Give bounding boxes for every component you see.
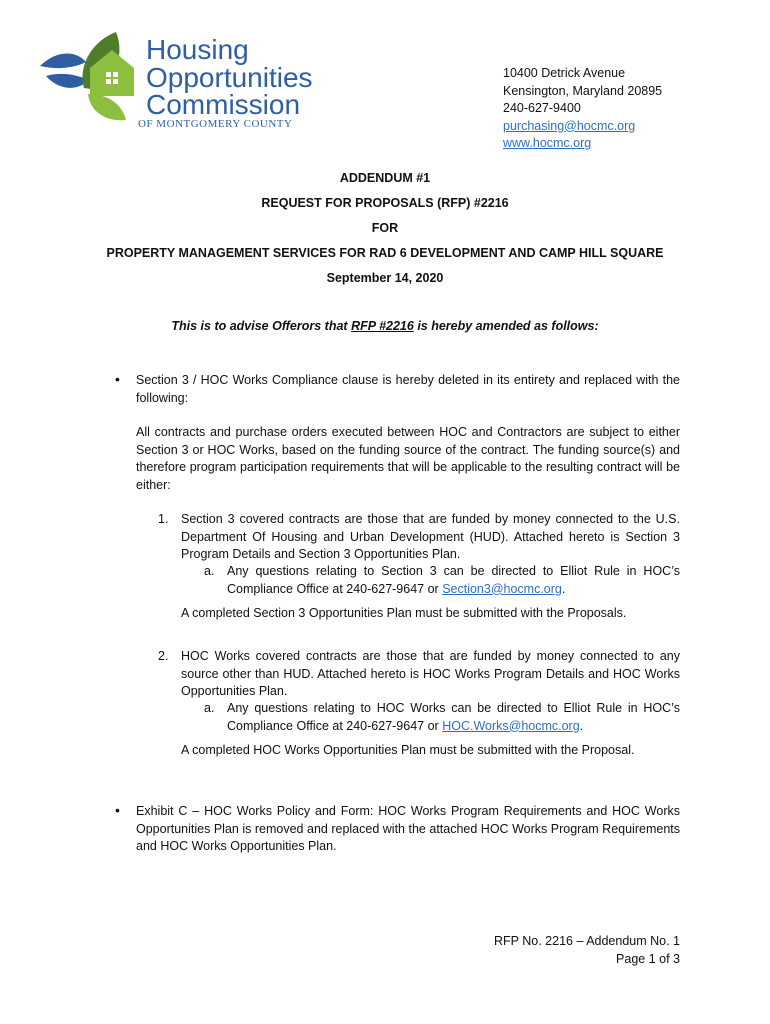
- advise-post: is hereby amended as follows:: [413, 319, 599, 333]
- page-footer: [494, 932, 680, 968]
- item1-text: Section 3 covered contracts are those that are funded by money connected to the U.S. Department Of Housing and Urban Development (HUD). Attached hereto is Section 3 Program Details and Section 3 Opportunities Plan.: [181, 512, 680, 561]
- address-block: [503, 65, 662, 153]
- logo-text-opportunities: Opportunities: [146, 62, 313, 93]
- website-link[interactable]: www.hocmc.org: [503, 136, 592, 150]
- project-title-heading: PROPERTY MANAGEMENT SERVICES FOR RAD 6 DEVELOPMENT AND CAMP HILL SQUARE: [106, 246, 664, 260]
- bullet-icon: •: [115, 802, 120, 818]
- logo-text-housing: Housing: [146, 34, 249, 65]
- logo-subtitle: OF MONTGOMERY COUNTY: [138, 118, 293, 130]
- item1a-body: Any questions relating to Section 3 can be directed to Elliot Rule in HOC’s Compliance Office at 240-627-9647 or: [227, 564, 680, 596]
- item2-note: A completed HOC Works Opportunities Plan must be submitted with the Proposal.: [181, 743, 635, 757]
- advise-ref: RFP #2216: [351, 319, 414, 333]
- date-heading: September 14, 2020: [326, 271, 444, 285]
- item1-number: 1.: [158, 512, 169, 526]
- logo-text-commission: Commission: [146, 89, 301, 120]
- section3-email-link[interactable]: Section3@hocmc.org: [442, 581, 562, 596]
- item1a-text: Any questions relating to Section 3 can be directed to Elliot Rule in HOC’s Compliance Office at 240-627-9647 or Section3@hocmc.org.: [227, 564, 680, 596]
- address-phone: 240-627-9400: [503, 101, 581, 115]
- item2-number: 2.: [158, 649, 169, 663]
- bullet1-text: Section 3 / HOC Works Compliance clause is hereby deleted in its entirety and replaced with the following:: [136, 373, 680, 405]
- bullet1-intro: All contracts and purchase orders executed between HOC and Contractors are subject to either Section 3 or HOC Works, based on the funding source of the contract. The funding source(s) and therefore program participation requirements that will be applicable to the resulting contract will be either:: [136, 425, 680, 492]
- bullet-icon: •: [115, 371, 120, 387]
- for-heading: FOR: [371, 221, 399, 235]
- hocworks-email-link[interactable]: HOC.Works@hocmc.org: [442, 718, 580, 733]
- address-street: 10400 Detrick Avenue: [503, 66, 626, 80]
- footer-ref: RFP No. 2216 – Addendum No. 1: [494, 934, 680, 948]
- item2a-body: Any questions relating to HOC Works can be directed to Elliot Rule in HOC’s Compliance Office at 240-627-9647 or: [227, 701, 680, 733]
- email-link[interactable]: purchasing@hocmc.org: [503, 118, 636, 133]
- bullet2-text: Exhibit C – HOC Works Policy and Form: HOC Works Program Requirements and HOC Works Opportunities Plan is removed and replaced with the attached HOC Works Program Requirements and HOC Works Opportunities Plan.: [136, 804, 680, 853]
- item1-note: A completed Section 3 Opportunities Plan must be submitted with the Proposals.: [181, 606, 627, 620]
- address-city: Kensington, Maryland 20895: [503, 83, 663, 98]
- addendum-heading: ADDENDUM #1: [339, 171, 431, 185]
- advise-pre: This is to advise Offerors that: [171, 319, 352, 333]
- hoc-logo: [38, 28, 338, 138]
- footer-page-number: Page 1 of 3: [616, 952, 680, 966]
- item2-text: HOC Works covered contracts are those that are funded by money connected to any source other than HUD. Attached hereto is HOC Works Program Details and HOC Works Opportunities Plan.: [181, 649, 680, 698]
- item2a-text: Any questions relating to HOC Works can be directed to Elliot Rule in HOC’s Compliance Office at 240-627-9647 or HOC.Works@hocmc.org.: [227, 701, 680, 733]
- house-leaf-icon: [38, 28, 148, 128]
- item2a-label: a.: [204, 701, 215, 715]
- advise-statement: [0, 319, 770, 333]
- item1a-label: a.: [204, 564, 215, 578]
- rfp-heading: REQUEST FOR PROPOSALS (RFP) #2216: [261, 196, 509, 210]
